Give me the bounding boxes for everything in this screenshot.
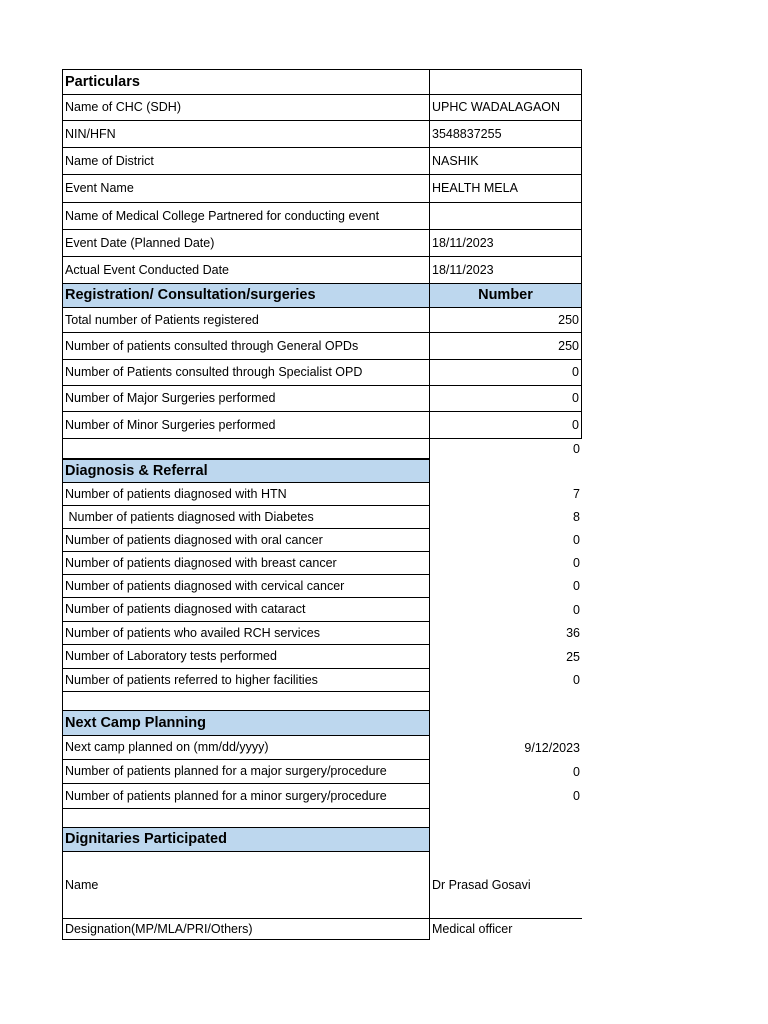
row-label: Name <box>62 852 430 919</box>
row-value: NASHIK <box>430 148 582 175</box>
row-label: Number of patients planned for a minor surgery/procedure <box>62 784 430 809</box>
blank-cell <box>62 692 430 711</box>
table-row <box>62 598 582 622</box>
dignitaries-header: Dignitaries Participated <box>62 828 430 852</box>
blank-cell <box>62 809 430 828</box>
row-value: 0 <box>573 789 580 804</box>
row-value: 7 <box>573 487 580 502</box>
table-row <box>62 506 582 529</box>
row-value: 250 <box>430 308 582 333</box>
row-value: 0 <box>573 441 580 456</box>
row-value: 18/11/2023 <box>430 257 582 284</box>
dignitaries-header-row <box>62 828 582 852</box>
diagnosis-header-row <box>62 459 582 483</box>
row-value: UPHC WADALAGAON <box>430 95 582 121</box>
table-row <box>62 439 582 459</box>
row-value: 250 <box>430 333 582 360</box>
particulars-header-row <box>62 69 582 95</box>
table-row <box>62 175 582 203</box>
row-label: Number of Major Surgeries performed <box>62 386 430 412</box>
table-row <box>62 386 582 412</box>
row-label: Event Name <box>62 175 430 203</box>
table-row <box>62 360 582 386</box>
table-row <box>62 919 582 940</box>
row-value: 8 <box>573 510 580 525</box>
row-value: 3548837255 <box>430 121 582 148</box>
table-row <box>62 257 582 284</box>
table-row <box>62 552 582 575</box>
row-label: Number of Laboratory tests performed <box>62 645 430 669</box>
table-row <box>62 529 582 552</box>
row-label: Total number of Patients registered <box>62 308 430 333</box>
next-camp-header-row <box>62 711 582 736</box>
table-row-blank <box>62 692 582 711</box>
table-row <box>62 669 582 692</box>
row-value: 25 <box>566 649 580 664</box>
row-label: Designation(MP/MLA/PRI/Others) <box>62 919 430 940</box>
table-row <box>62 148 582 175</box>
row-label: Number of patients diagnosed with HTN <box>62 483 430 506</box>
table-row <box>62 203 582 230</box>
row-label: Number of patients planned for a major surgery/procedure <box>62 760 430 784</box>
particulars-header-blank <box>430 69 582 95</box>
row-label: Number of Patients consulted through Specialist OPD <box>62 360 430 386</box>
row-value: 18/11/2023 <box>430 230 582 257</box>
table-row <box>62 308 582 333</box>
row-label: Name of District <box>62 148 430 175</box>
row-label: Next camp planned on (mm/dd/yyyy) <box>62 736 430 760</box>
table-row <box>62 736 582 760</box>
row-label: Name of CHC (SDH) <box>62 95 430 121</box>
table-row <box>62 95 582 121</box>
diagnosis-header-blank <box>430 459 582 483</box>
row-label <box>62 439 430 459</box>
row-label: Actual Event Conducted Date <box>62 257 430 284</box>
row-label: Number of patients diagnosed with oral cancer <box>62 529 430 552</box>
row-value: Medical officer <box>432 922 513 937</box>
table-row-blank <box>62 809 582 828</box>
table-row <box>62 230 582 257</box>
row-value: 0 <box>573 602 580 617</box>
row-label: Event Date (Planned Date) <box>62 230 430 257</box>
next-camp-header: Next Camp Planning <box>62 711 430 736</box>
row-label: NIN/HFN <box>62 121 430 148</box>
row-value: Dr Prasad Gosavi <box>430 852 582 919</box>
number-header: Number <box>430 284 582 308</box>
next-camp-header-blank <box>430 711 582 736</box>
row-label: Number of patients diagnosed with breast cancer <box>62 552 430 575</box>
row-value: 0 <box>430 386 582 412</box>
report-sheet <box>62 69 582 940</box>
row-label: Number of patients diagnosed with cataract <box>62 598 430 622</box>
registration-header-row <box>62 284 582 308</box>
table-row <box>62 412 582 439</box>
row-label: Number of patients consulted through General OPDs <box>62 333 430 360</box>
row-value: 0 <box>573 556 580 571</box>
table-row <box>62 575 582 598</box>
row-value: 0 <box>430 412 582 439</box>
row-value: 0 <box>573 673 580 688</box>
row-label: Number of Minor Surgeries performed <box>62 412 430 439</box>
diagnosis-header: Diagnosis & Referral <box>62 459 430 483</box>
row-label: Number of patients who availed RCH services <box>62 622 430 645</box>
table-row <box>62 760 582 784</box>
row-value: 0 <box>573 764 580 779</box>
row-value: 0 <box>430 360 582 386</box>
table-row <box>62 333 582 360</box>
row-value: 0 <box>573 533 580 548</box>
registration-header: Registration/ Consultation/surgeries <box>62 284 430 308</box>
row-label: Number of patients referred to higher facilities <box>62 669 430 692</box>
row-value: 0 <box>573 579 580 594</box>
table-row <box>62 622 582 645</box>
table-row <box>62 483 582 506</box>
row-value: HEALTH MELA <box>430 175 582 203</box>
particulars-header: Particulars <box>62 69 430 95</box>
row-label: Number of patients diagnosed with Diabetes <box>62 506 430 529</box>
row-value <box>430 203 582 230</box>
table-row <box>62 121 582 148</box>
dignitaries-header-blank <box>430 828 582 852</box>
row-value: 36 <box>566 626 580 641</box>
table-row <box>62 784 582 809</box>
blank-cell <box>430 809 582 828</box>
row-value: 9/12/2023 <box>524 740 580 755</box>
table-row <box>62 852 582 919</box>
row-label: Number of patients diagnosed with cervical cancer <box>62 575 430 598</box>
table-row <box>62 645 582 669</box>
blank-cell <box>430 692 582 711</box>
row-label: Name of Medical College Partnered for conducting event <box>62 203 430 230</box>
